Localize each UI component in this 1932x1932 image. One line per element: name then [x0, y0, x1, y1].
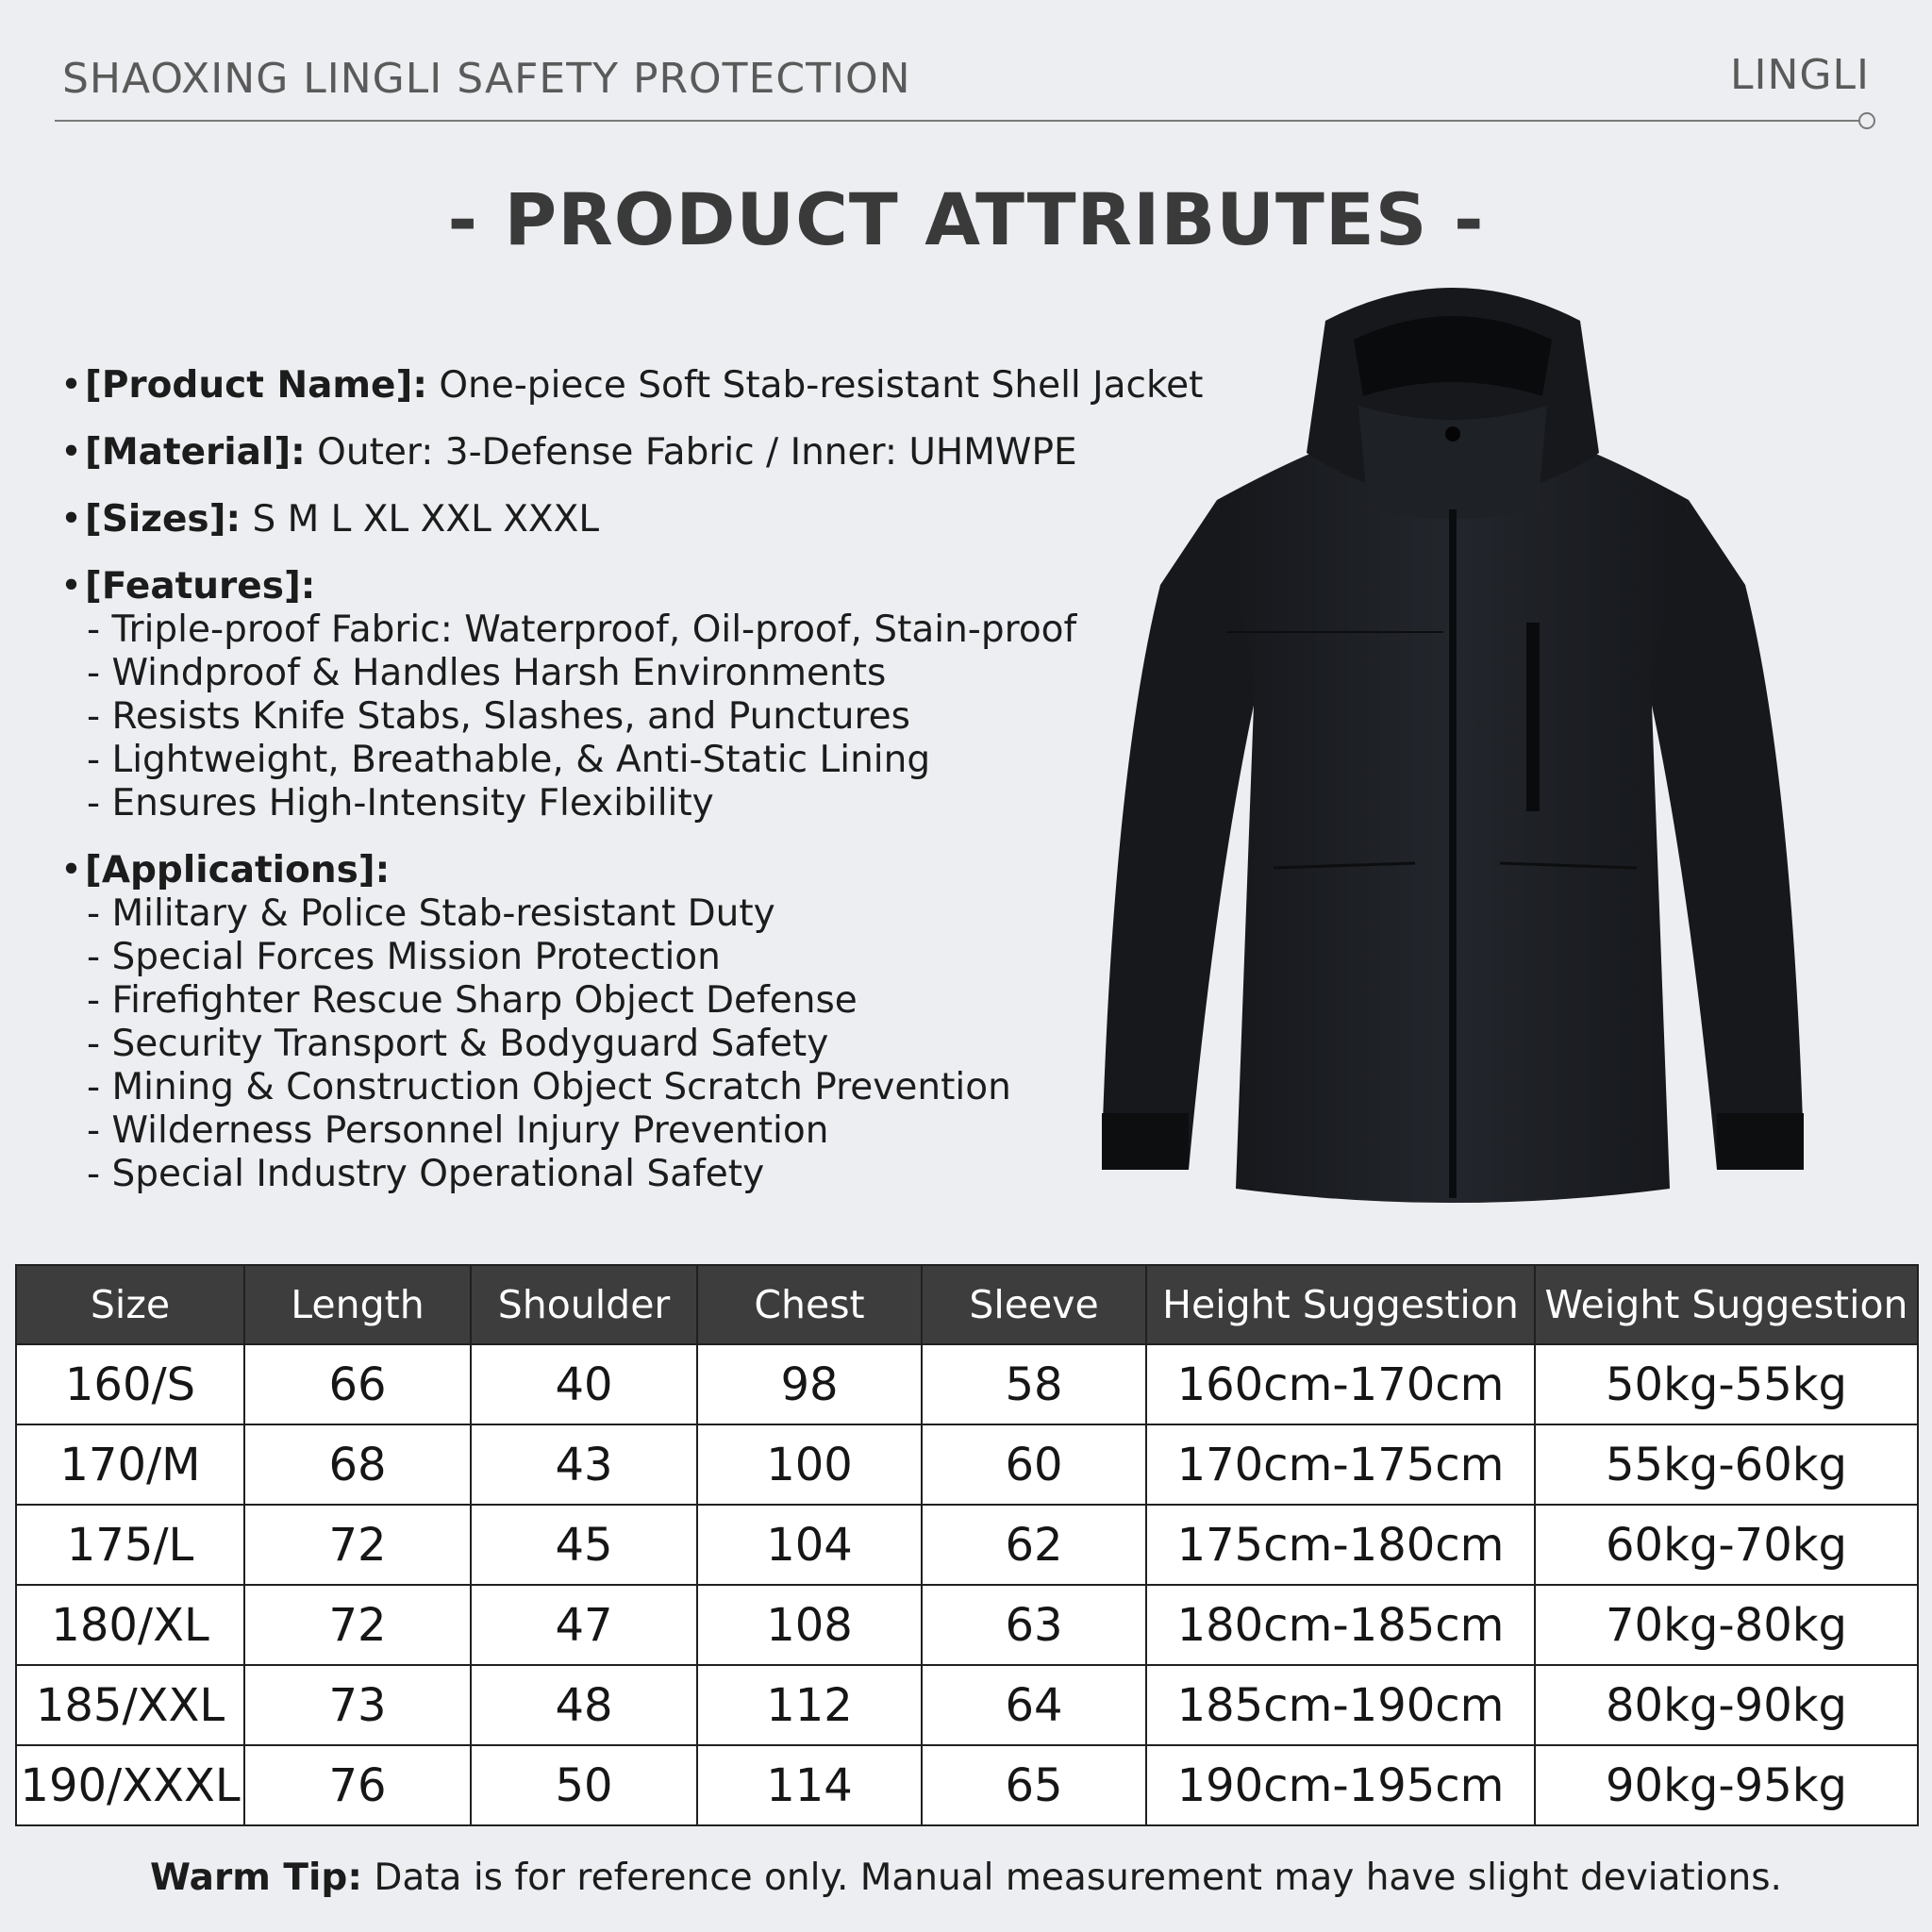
col-header-height: Height Suggestion	[1146, 1265, 1535, 1344]
table-cell: 108	[697, 1585, 922, 1665]
table-cell: 72	[244, 1505, 471, 1585]
table-cell: 170/M	[16, 1424, 244, 1505]
table-cell: 112	[697, 1665, 922, 1745]
bullet: •	[60, 849, 83, 891]
table-cell: 170cm-175cm	[1146, 1424, 1535, 1505]
table-cell: 45	[471, 1505, 697, 1585]
table-cell: 47	[471, 1585, 697, 1665]
table-header-row	[16, 1265, 1918, 1344]
application-item: - Special Industry Operational Safety	[87, 1153, 765, 1195]
attr-features	[60, 565, 1174, 825]
header-divider	[55, 120, 1864, 122]
attr-applications	[60, 849, 1174, 1196]
table-cell: 185cm-190cm	[1146, 1665, 1535, 1745]
col-header-chest: Chest	[697, 1265, 922, 1344]
table-cell: 65	[922, 1745, 1146, 1825]
bullet: •	[60, 498, 83, 541]
table-cell: 160cm-170cm	[1146, 1344, 1535, 1424]
table-row	[16, 1745, 1918, 1825]
table-cell: 48	[471, 1665, 697, 1745]
table-cell: 72	[244, 1585, 471, 1665]
table-cell: 185/XXL	[16, 1665, 244, 1745]
table-cell: 60kg-70kg	[1535, 1505, 1918, 1585]
bullet: •	[60, 565, 83, 608]
application-item: - Special Forces Mission Protection	[87, 936, 721, 978]
bullet: •	[60, 364, 83, 407]
page-title: - PRODUCT ATTRIBUTES -	[447, 177, 1485, 261]
table-cell: 60	[922, 1424, 1146, 1505]
col-header-sleeve: Sleeve	[922, 1265, 1146, 1344]
table-cell: 180cm-185cm	[1146, 1585, 1535, 1665]
attr-label: [Applications]:	[85, 849, 391, 891]
application-item: - Mining & Construction Object Scratch Prevention	[87, 1066, 1011, 1108]
table-cell: 50kg-55kg	[1535, 1344, 1918, 1424]
attr-label: [Sizes]:	[85, 498, 242, 541]
table-cell: 98	[697, 1344, 922, 1424]
warm-tip-text: Data is for reference only. Manual measurement may have slight deviations.	[361, 1857, 1782, 1899]
table-row	[16, 1665, 1918, 1745]
attr-material	[60, 431, 1174, 475]
table-row	[16, 1505, 1918, 1585]
attr-label: [Product Name]:	[85, 364, 427, 407]
application-item: - Firefighter Rescue Sharp Object Defense	[87, 979, 858, 1022]
table-row	[16, 1424, 1918, 1505]
table-cell: 90kg-95kg	[1535, 1745, 1918, 1825]
table-row	[16, 1344, 1918, 1424]
table-cell: 58	[922, 1344, 1146, 1424]
attr-sizes	[60, 498, 1174, 541]
table-cell: 63	[922, 1585, 1146, 1665]
attr-label: [Features]:	[85, 565, 316, 608]
table-cell: 64	[922, 1665, 1146, 1745]
attr-product-name	[60, 364, 1204, 408]
attributes-list	[60, 364, 1204, 1220]
application-item: - Security Transport & Bodyguard Safety	[87, 1023, 829, 1065]
attr-label: [Material]:	[85, 431, 306, 474]
table-cell: 190/XXXL	[16, 1745, 244, 1825]
table-cell: 55kg-60kg	[1535, 1424, 1918, 1505]
header-brand-logo: LINGLI	[1730, 51, 1870, 99]
feature-item: - Resists Knife Stabs, Slashes, and Punctures	[87, 695, 910, 738]
table-cell: 73	[244, 1665, 471, 1745]
table-cell: 76	[244, 1745, 471, 1825]
table-cell: 175cm-180cm	[1146, 1505, 1535, 1585]
jacket-product-image	[1085, 283, 1821, 1208]
table-cell: 190cm-195cm	[1146, 1745, 1535, 1825]
table-cell: 114	[697, 1745, 922, 1825]
table-cell: 70kg-80kg	[1535, 1585, 1918, 1665]
table-cell: 160/S	[16, 1344, 244, 1424]
table-cell: 62	[922, 1505, 1146, 1585]
attr-value: One-piece Soft Stab-resistant Shell Jacket	[439, 364, 1204, 407]
application-item: - Military & Police Stab-resistant Duty	[87, 892, 775, 935]
table-cell: 68	[244, 1424, 471, 1505]
header-divider-dot	[1858, 112, 1875, 129]
feature-item: - Windproof & Handles Harsh Environments	[87, 652, 887, 694]
col-header-size: Size	[16, 1265, 244, 1344]
table-cell: 40	[471, 1344, 697, 1424]
feature-item: - Ensures High-Intensity Flexibility	[87, 782, 714, 824]
col-header-length: Length	[244, 1265, 471, 1344]
table-cell: 80kg-90kg	[1535, 1665, 1918, 1745]
warm-tip-label: Warm Tip:	[150, 1857, 362, 1899]
size-chart-table	[15, 1264, 1919, 1826]
application-item: - Wilderness Personnel Injury Prevention	[87, 1109, 829, 1152]
col-header-weight: Weight Suggestion	[1535, 1265, 1918, 1344]
bullet: •	[60, 431, 83, 474]
header-company: SHAOXING LINGLI SAFETY PROTECTION	[62, 55, 911, 103]
table-cell: 66	[244, 1344, 471, 1424]
table-row	[16, 1585, 1918, 1665]
table-cell: 100	[697, 1424, 922, 1505]
table-cell: 180/XL	[16, 1585, 244, 1665]
table-cell: 175/L	[16, 1505, 244, 1585]
attr-value: S M L XL XXL XXXL	[252, 498, 600, 541]
feature-item: - Triple-proof Fabric: Waterproof, Oil-proof, Stain-proof	[87, 608, 1077, 651]
col-header-shoulder: Shoulder	[471, 1265, 697, 1344]
warm-tip	[0, 1857, 1932, 1899]
feature-item: - Lightweight, Breathable, & Anti-Static Lining	[87, 739, 931, 781]
table-cell: 104	[697, 1505, 922, 1585]
table-cell: 43	[471, 1424, 697, 1505]
attr-value: Outer: 3-Defense Fabric / Inner: UHMWPE	[317, 431, 1077, 474]
table-cell: 50	[471, 1745, 697, 1825]
